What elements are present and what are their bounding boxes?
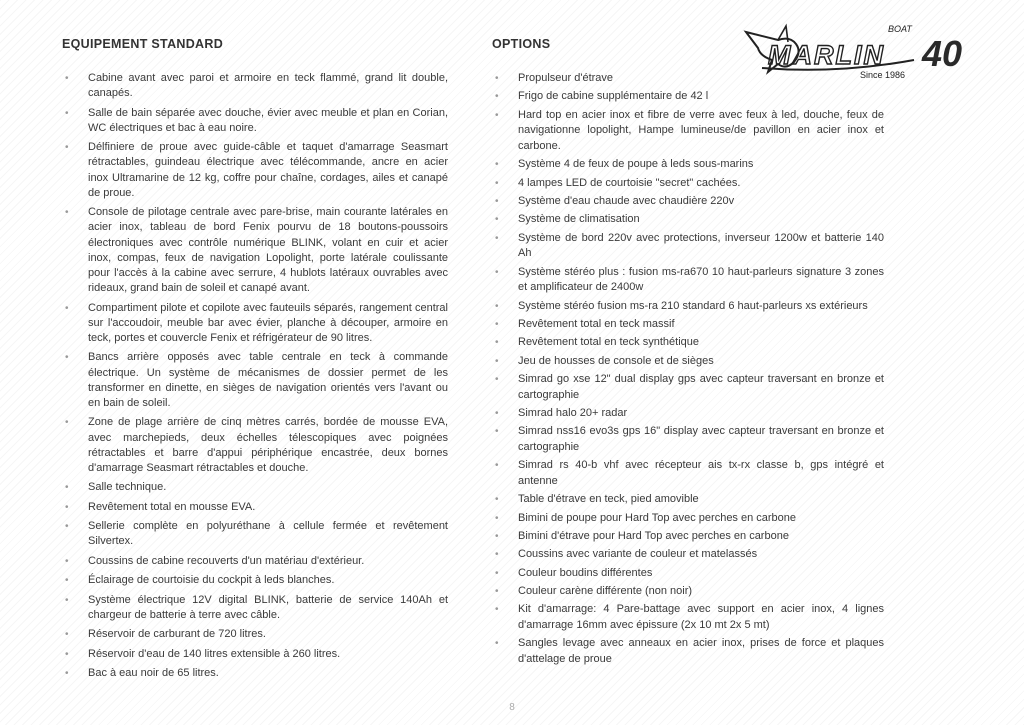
options-list (492, 71, 884, 670)
option-item: • Système d'eau chaude avec chaudière 220v (492, 194, 884, 210)
option-item: • Système 4 de feux de poupe à leds sous-marins (492, 157, 884, 173)
option-item: • Couleur boudins différentes (492, 566, 884, 582)
option-item: • Bimini de poupe pour Hard Top avec perches en carbone (492, 511, 884, 527)
standard-equipment-item: • Sellerie complète en polyuréthane à cellule fermée et revêtement Silvertex. (62, 519, 448, 549)
option-item: • Coussins avec variante de couleur et matelassés (492, 547, 884, 563)
standard-equipment-item: • Réservoir de carburant de 720 litres. (62, 627, 448, 642)
standard-equipment-item: • Salle de bain séparée avec douche, évier avec meuble et plan en Corian, WC électriques et bac à eau noire. (62, 106, 448, 136)
option-item: • Revêtement total en teck synthétique (492, 335, 884, 351)
option-item: • Jeu de housses de console et de sièges (492, 354, 884, 370)
standard-equipment-item: • Bac à eau noir de 65 litres. (62, 666, 448, 681)
option-item: • Revêtement total en teck massif (492, 317, 884, 333)
marlin-logo (738, 18, 988, 86)
standard-equipment-item: • Salle technique. (62, 480, 448, 495)
option-item: • Table d'étrave en teck, pied amovible (492, 492, 884, 508)
option-item: • Simrad go xse 12" dual display gps avec capteur traversant en bronze et cartographie (492, 372, 884, 403)
model-number: 40 (922, 33, 963, 74)
standard-equipment-list (62, 71, 448, 685)
option-item: • 4 lampes LED de courtoisie "secret" cachées. (492, 176, 884, 192)
option-item: • Hard top en acier inox et fibre de verre avec feux à led, douche, feux de navigationne lopolight, Hampe lumineuse/de pavillon en acier inox et carbone. (492, 108, 884, 155)
boat-label: BOAT (888, 24, 912, 34)
option-item: • Couleur carène différente (non noir) (492, 584, 884, 600)
standard-equipment-item: • Cabine avant avec paroi et armoire en teck flammé, grand lit double, canapés. (62, 71, 448, 101)
option-item: • Bimini d'étrave pour Hard Top avec perches en carbone (492, 529, 884, 545)
option-item: • Système de climatisation (492, 212, 884, 228)
standard-equipment-item: • Réservoir d'eau de 140 litres extensible à 260 litres. (62, 647, 448, 662)
option-item: • Simrad halo 20+ radar (492, 406, 884, 422)
brand-text: MARLIN (768, 40, 885, 70)
standard-equipment-item: • Revêtement total en mousse EVA. (62, 500, 448, 515)
standard-equipment-item: • Console de pilotage centrale avec pare-brise, main courante latérales en acier inox, tableau de bord Fenix pourvu de 18 boutons-poussoirs électroniques avec contrôle numérique BLINK, volant en cuir et acier inox, compas, feux de navigation Lopolight, porte latérale coulissante pour l'accès à la cabine avec serrure, 4 hublots latéraux ouvrables avec rideaux, grand bain de soleil et canapé avant. (62, 205, 448, 296)
option-item: • Kit d'amarrage: 4 Pare-battage avec support en acier inox, 4 lignes d'amarrage 16mm avec épissure (2x 10 mt 2x 5 mt) (492, 602, 884, 633)
options-heading: OPTIONS (492, 37, 551, 51)
option-item: • Frigo de cabine supplémentaire de 42 l (492, 89, 884, 105)
option-item: • Simrad rs 40-b vhf avec récepteur ais tx-rx classe b, gps intégré et antenne (492, 458, 884, 489)
standard-equipment-heading: EQUIPEMENT STANDARD (62, 37, 224, 51)
standard-equipment-item: • Système électrique 12V digital BLINK, batterie de service 140Ah et chargeur de batterie à terre avec câble. (62, 593, 448, 623)
standard-equipment-item: • Délfiniere de proue avec guide-câble et taquet d'amarrage Seasmart rétractables, guindeau électrique avec télécommande, ancre en acier inox Ultramarine de 12 kg, coffre pour chaîne, cordages, ailes et canapé de proue. (62, 140, 448, 201)
standard-equipment-item: • Éclairage de courtoisie du cockpit à leds blanches. (62, 573, 448, 588)
option-item: • Système stéréo fusion ms-ra 210 standard 6 haut-parleurs xs extérieurs (492, 299, 884, 315)
page-number: 8 (509, 702, 515, 713)
standard-equipment-item: • Zone de plage arrière de cinq mètres carrés, bordée de mousse EVA, avec marchepieds, deux échelles télescopiques avec poignées rétractables et barre d'appui périphérique encastrée, deux bornes d'amarrage Seasmart rétractables et douche. (62, 415, 448, 476)
option-item: • Propulseur d'étrave (492, 71, 884, 87)
option-item: • Simrad nss16 evo3s gps 16" display avec capteur traversant en bronze et cartographie (492, 424, 884, 455)
standard-equipment-item: • Coussins de cabine recouverts d'un matériau d'extérieur. (62, 554, 448, 569)
standard-equipment-item: • Bancs arrière opposés avec table centrale en teck à commande électrique. Un système de mécanismes de dossier permet de les transformer en dinette, en sièges de navigation orientés vers l'avant ou en bain de soleil. (62, 350, 448, 411)
option-item: • Système de bord 220v avec protections, inverseur 1200w et batterie 140 Ah (492, 231, 884, 262)
standard-equipment-item: • Compartiment pilote et copilote avec fauteuils séparés, rangement central sur l'accoudoir, meuble bar avec évier, planche à découper, armoire en teck, portes et couvercle Fenix et réfrigérateur de 90 litres. (62, 301, 448, 347)
option-item: • Système stéréo plus : fusion ms-ra670 10 haut-parleurs signature 3 zones et amplificateur de 2400w (492, 265, 884, 296)
since-label: Since 1986 (860, 70, 906, 80)
option-item: • Sangles levage avec anneaux en acier inox, prises de force et plaques d'attelage de proue (492, 636, 884, 667)
